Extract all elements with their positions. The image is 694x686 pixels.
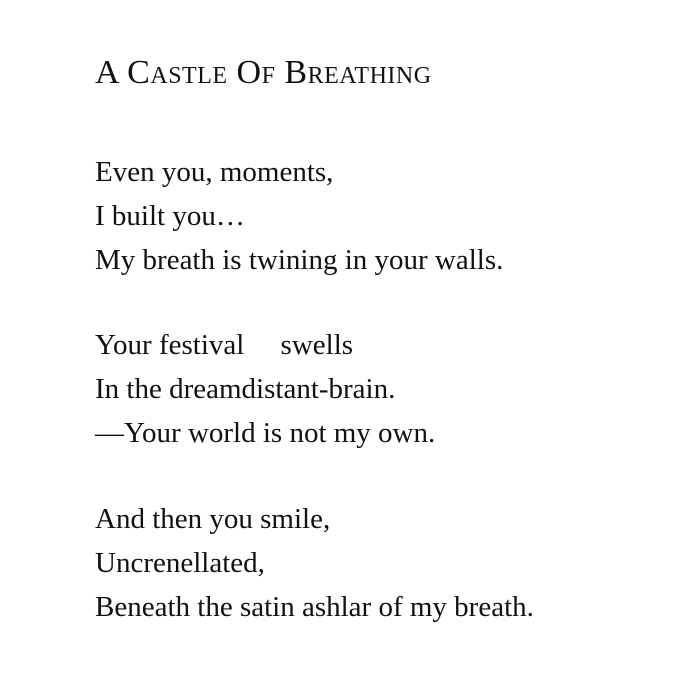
poem-line: Beneath the satin ashlar of my breath. — [95, 591, 534, 623]
poem-line: I built you… — [95, 200, 245, 232]
poem-line: My breath is twining in your walls. — [95, 244, 504, 276]
stanza-2 — [95, 323, 435, 455]
poem-page — [95, 0, 694, 686]
stanza-3 — [95, 497, 534, 629]
poem-line: And then you smile, — [95, 503, 331, 535]
poem-title: A Castle Of Breathing — [95, 54, 432, 91]
poem-line: —Your world is not my own. — [95, 417, 436, 449]
poem-line: Your festival swells — [95, 329, 354, 361]
poem-line: Even you, moments, — [95, 156, 334, 188]
poem-line: Uncrenellated, — [95, 547, 265, 579]
stanza-1 — [95, 150, 503, 282]
poem-line: In the dreamdistant-brain. — [95, 373, 396, 405]
